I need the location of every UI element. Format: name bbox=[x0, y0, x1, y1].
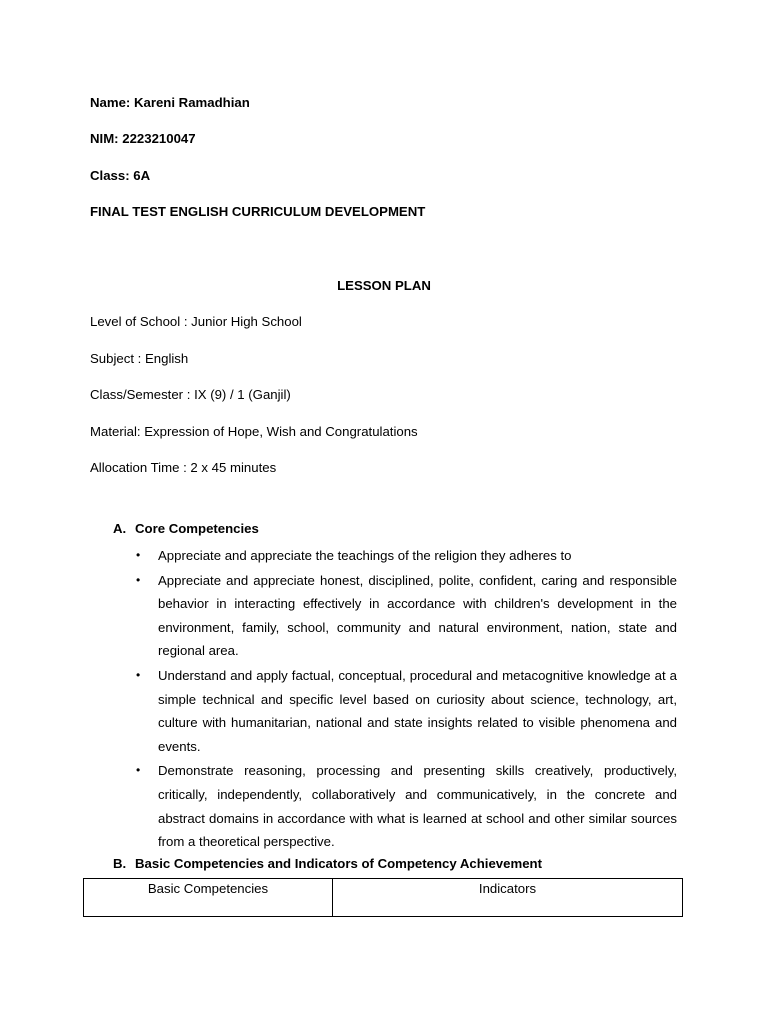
student-name: Name: Kareni Ramadhian bbox=[90, 95, 250, 110]
table-row bbox=[84, 879, 683, 917]
student-nim: NIM: 2223210047 bbox=[90, 131, 196, 146]
level-of-school: Level of School : Junior High School bbox=[90, 314, 302, 329]
bullet-icon: • bbox=[136, 763, 141, 778]
competency-table bbox=[83, 878, 683, 917]
list-item: • Demonstrate reasoning, processing and presenting skills creatively, productively, critically, independently, collaboratively and communicatively, in the concrete and abstract domains in accordance with what is learned at school and other similar sources from a theoretical perspective. bbox=[158, 759, 677, 853]
class-semester: Class/Semester : IX (9) / 1 (Ganjil) bbox=[90, 387, 291, 402]
section-b-title: Basic Competencies and Indicators of Competency Achievement bbox=[135, 856, 542, 871]
section-b-letter: B. bbox=[113, 856, 127, 871]
bullet-icon: • bbox=[136, 667, 141, 682]
table-header-indicators: Indicators bbox=[333, 879, 683, 917]
list-item: • Appreciate and appreciate the teachings of the religion they adheres to bbox=[158, 544, 677, 568]
bullet-icon: • bbox=[136, 572, 141, 587]
list-item: • Understand and apply factual, conceptual, procedural and metacognitive knowledge at a simple technical and specific level based on curiosity about science, technology, art, culture with humanitarian, national and state insights related to visible phenomena and events. bbox=[158, 664, 677, 758]
bullet-icon: • bbox=[136, 548, 141, 562]
core-competencies-list bbox=[136, 544, 677, 855]
subject: Subject : English bbox=[90, 351, 189, 366]
material: Material: Expression of Hope, Wish and Congratulations bbox=[90, 424, 418, 439]
test-title: FINAL TEST ENGLISH CURRICULUM DEVELOPMENT bbox=[90, 204, 426, 219]
table-header-basic-competencies: Basic Competencies bbox=[84, 879, 333, 917]
section-a-letter: A. bbox=[113, 521, 127, 536]
lesson-plan-title: LESSON PLAN bbox=[337, 278, 431, 293]
section-b-heading bbox=[113, 856, 542, 871]
section-a-heading bbox=[113, 521, 259, 536]
list-item: • Appreciate and appreciate honest, disciplined, polite, confident, caring and responsible behavior in interacting effectively in accordance with children's development in the environment, family, school, community and natural environment, nation, state and regional area. bbox=[158, 569, 677, 663]
section-a-title: Core Competencies bbox=[135, 521, 259, 536]
student-class: Class: 6A bbox=[90, 168, 151, 183]
allocation-time: Allocation Time : 2 x 45 minutes bbox=[90, 460, 277, 475]
